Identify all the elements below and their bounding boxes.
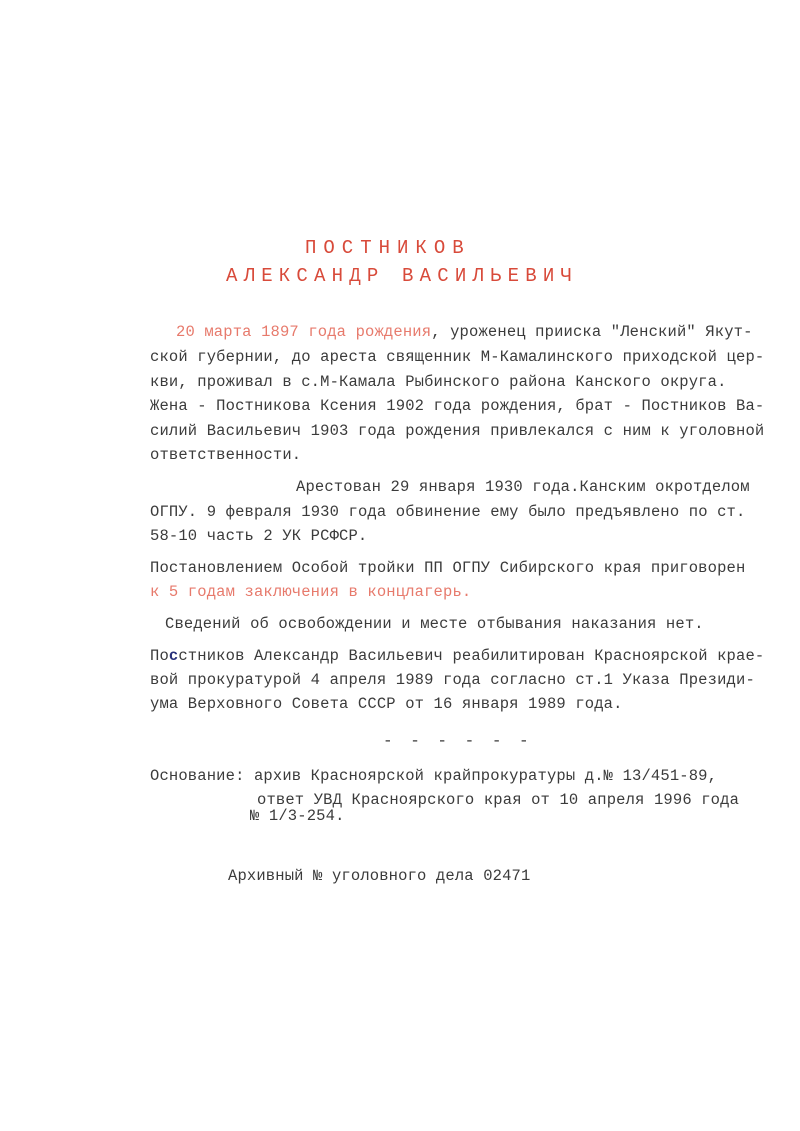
bio-line-1: [176, 322, 753, 342]
birth-date: 20 марта 1897 года рождения: [176, 323, 432, 341]
basis-line-1: Основание: архив Красноярской крайпрокуратуры д.№ 13/451-89,: [150, 767, 718, 785]
rehab-line-1-rest: стников Александр Васильевич реабилитирован Красноярской крае-: [178, 647, 765, 665]
arrest-line-1: Арестован 29 января 1930 года.Канским окротделом: [296, 478, 750, 496]
overtype-correction: с: [168, 647, 179, 665]
arrest-line-2-start: ОГПУ. 9: [150, 503, 226, 521]
arrest-line-3: 58-10 часть 2 УК РСФСР.: [150, 527, 368, 545]
bio-line-4: Жена - Постникова Ксения 1902 года рождения, брат - Постников Ва-: [150, 397, 765, 415]
rehab-line-1: [150, 646, 764, 666]
arrest-line-2: [150, 502, 745, 522]
sentence-line-2: к 5 годам заключения в концлагерь.: [150, 583, 472, 601]
rehab-line-2: вой прокуратурой 4 апреля 1989 года согласно ст.1 Указа Президи-: [150, 671, 755, 689]
bio-line-5: силий Васильевич 1903 года рождения привлекался с ним к уголовной: [150, 422, 765, 440]
bio-line-2: ской губернии, до ареста священник М-Камалинского приходской цер-: [150, 348, 765, 366]
basis-line-3: № 1/3-254.: [250, 807, 345, 825]
dashed-divider: - - - - - -: [383, 732, 533, 750]
sentence-line-1: Постановлением Особой тройки ПП ОГПУ Сибирского края приговорен: [150, 559, 746, 577]
rehab-line-1-start: По: [150, 647, 169, 665]
heading-given-names: АЛЕКСАНДР ВАСИЛЬЕВИЧ: [226, 265, 579, 287]
bio-line-6: ответственности.: [150, 446, 302, 464]
bio-line-1-rest: , уроженец прииска "Ленский" Якут-: [431, 323, 753, 341]
basis-line-2: ответ УВД Красноярского края от 10 апреля 1996 года: [257, 791, 740, 809]
bio-line-3: кви, проживал в с.М-Камала Рыбинского района Канского округа.: [150, 373, 727, 391]
rehab-line-3: ума Верховного Совета СССР от 16 января 1989 года.: [150, 695, 623, 713]
arrest-line-2-rest: февраля 1930 года обвинение ему было предъявлено по ст.: [225, 503, 746, 521]
release-line-1: Сведений об освобождении и месте отбывания наказания нет.: [165, 615, 704, 633]
archive-case-number: Архивный № уголовного дела 02471: [228, 867, 531, 885]
heading-surname: ПОСТНИКОВ: [305, 237, 471, 259]
